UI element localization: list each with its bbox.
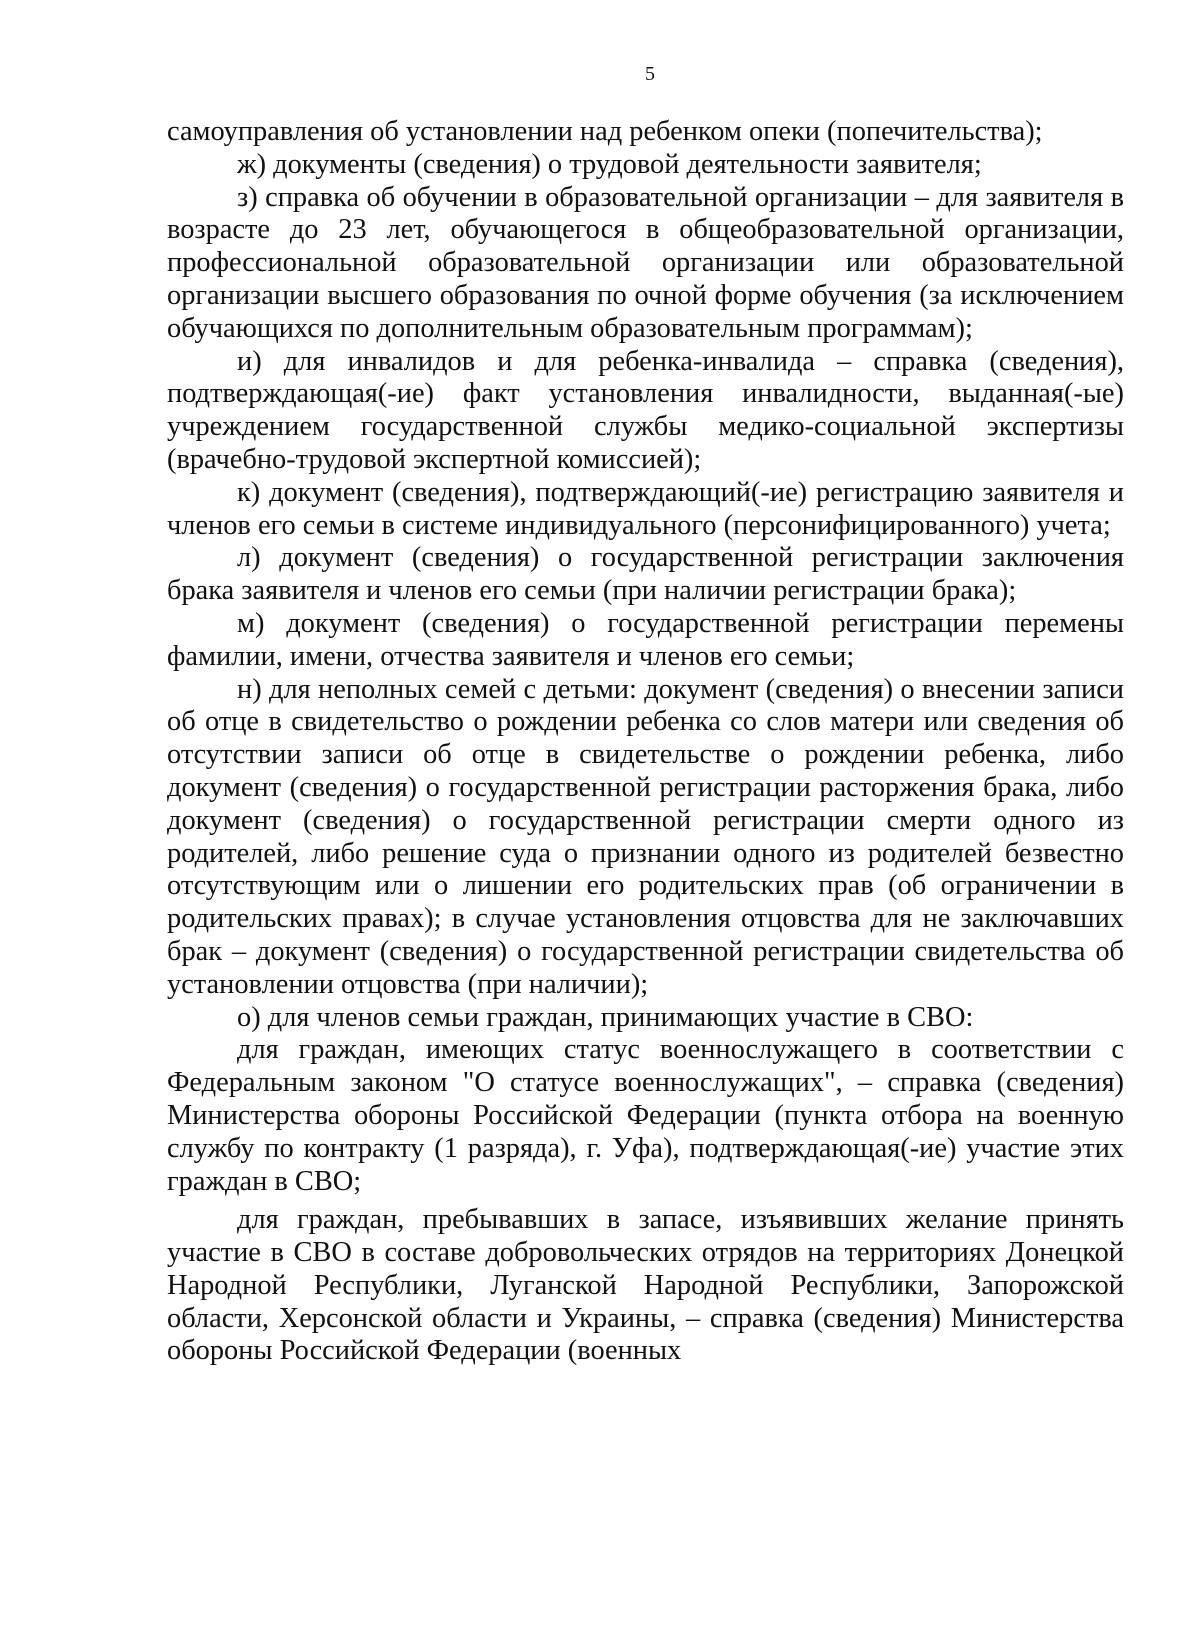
paragraph-item-k: к) документ (сведения), подтверждающий(-ие) регистрацию заявителя и членов его семьи в системе индивидуального (персонифицированного) учета; — [167, 476, 1124, 541]
paragraph-item-n: н) для неполных семей с детьми: документ (сведения) о внесении записи об отце в свидетельство о рождении ребенка со слов матери или сведения об отсутствии записи об отце в свидетельстве о рождении ребенка, либо документ (сведения) о государственной регистрации расторжения брака, либо документ (сведения) о государственной регистрации смерти одного из родителей, либо решение суда о признании одного из родителей безвестно отсутствующим или о лишении его родительских прав (об ограничении в родительских правах); в случае установления отцовства для не заключавших брак – документ (сведения) о государственной регистрации свидетельства об установлении отцовства (при наличии); — [167, 673, 1124, 1000]
paragraph-item-i: и) для инвалидов и для ребенка-инвалида – справка (сведения), подтверждающая(-ие) факт установления инвалидности, выданная(-ые) учреждением государственной службы медико-социальной экспертизы (врачебно-трудовой экспертной комиссией); — [167, 345, 1124, 475]
paragraph-item-zh: ж) документы (сведения) о трудовой деятельности заявителя; — [237, 148, 982, 180]
paragraph-item-l: л) документ (сведения) о государственной регистрации заключения брака заявителя и членов его семьи (при наличии регистрации брака); — [167, 542, 1124, 607]
paragraph-item-m: м) документ (сведения) о государственной регистрации перемены фамилии, имени, отчества заявителя и членов его семьи; — [167, 607, 1124, 672]
paragraph-servicemen: для граждан, имеющих статус военнослужащего в соответствии с Федеральным законом "О статусе военнослужащих", – справка (сведения) Министерства обороны Российской Федерации (пункта отбора на военную службу по контракту (1 разряда), г. Уфа), подтверждающая(-ие) участие этих граждан в СВО; — [167, 1034, 1124, 1197]
paragraph-continuation: самоуправления об установлении над ребенком опеки (попечительства); — [167, 116, 1043, 147]
paragraph-reservists: для граждан, пребывавших в запасе, изъявивших желание принять участие в СВО в составе добровольческих отрядов на территориях Донецкой Народной Республики, Луганской Народной Республики, Запорожской области, Херсонской области и Украины, – справка (сведения) Министерства обороны Российской Федерации (военных — [167, 1204, 1124, 1367]
paragraph-item-z: з) справка об обучении в образовательной организации – для заявителя в возрасте до 23 лет, обучающегося в общеобразовательной организации, профессиональной образовательной организации или образовательной организации высшего образования по очной форме обучения (за исключением обучающихся по дополнительным образовательным программам); — [167, 181, 1124, 344]
page-number: 5 — [645, 63, 655, 85]
paragraph-item-o: о) для членов семьи граждан, принимающих участие в СВО: — [237, 1001, 974, 1033]
document-body — [167, 116, 1124, 1368]
